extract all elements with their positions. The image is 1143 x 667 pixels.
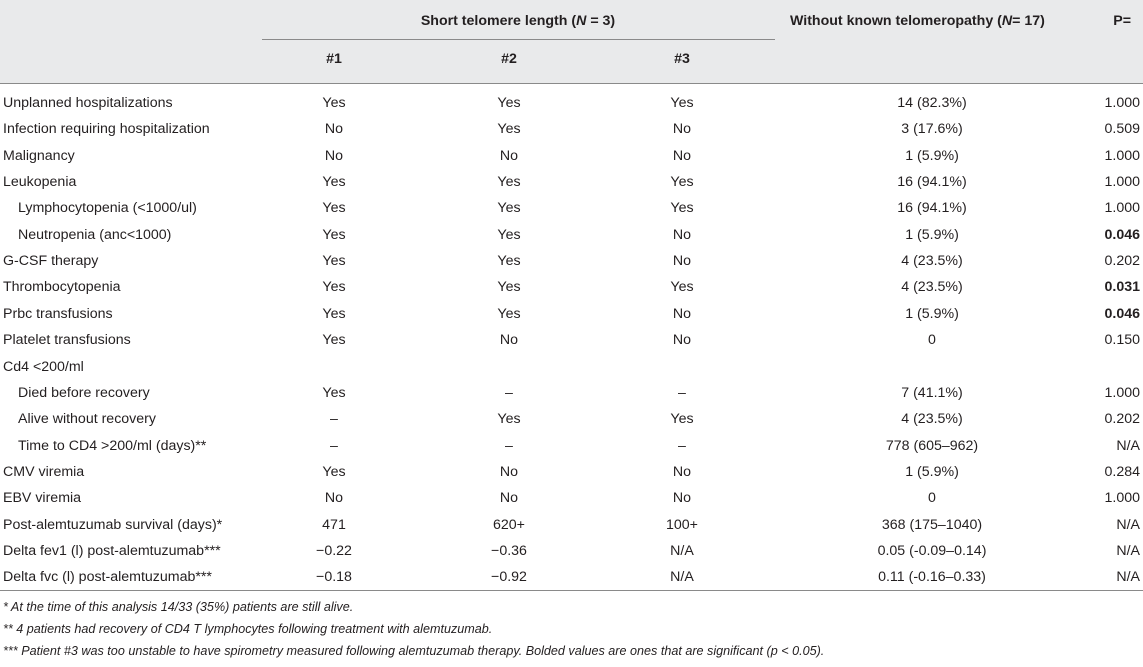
results-table: Short telomere length (N = 3) Without known telomeropathy (N= 17) P= #1 #2 #3 Unplanned hospitalizations Yes Yes Yes 14 (82.3%) 1.000 Infection requiring hospitalization No Yes No 3 (17.6%) 0.509 Malignancy No No No 1 (5.9%) 1.000 Leukopenia Yes Yes Yes 16 (94.1%) 1.000 Lymphocytopenia (<1000/ul) Yes Yes Yes 16 (94.1%) 1.000 Neutropenia (anc<1000) Yes Yes No 1 (5.9%) 0.046 G-CSF therapy Yes Yes No 4 (23.5%) 0.202 Thrombocytopenia Yes Yes Yes 4 (23.5%) 0.031 Prbc transfusions Yes Yes No 1 (5.9%) 0.046 Platelet transfusions Yes No No 0 0.150 Cd4 <200/ml Died before recovery Yes – – 7 (41.1%) 1.000 Alive without recovery – Yes Yes 4 (23.5%) 0.202 Time to CD4 >200/ml (days)** – – – 778 (605–962) N/A CMV viremia Yes No No 1 (5.9%) 0.284 EBV viremia No No No 0 1.000 Post-alemtuzumab survival (days)* 471 620+ 100+ 368 (175–1040) N/A Delta fev1 (l) post-alemtuzumab*** −0.22 −0.36 N/A 0.05 (-0.09–0.14) N/A Delta fvc (l) post-alemtuzumab*** −0.18 −0.92 N/A 0.11 (-0.16–0.33) N/A * At the time of this analysis 14/33 (35%) patients are still alive. ** 4 patients had recovery of CD4 T lymphocytes following treatment with alemtuzumab. *** Patient #3 was too unstable to have spirometry measured following alemtuzumab therapy. Bolded values are ones that are significant (p < 0.05). [0, 0, 1143, 667]
row-label: Unplanned hospitalizations [3, 95, 173, 111]
header-without-telomeropathy: Without known telomeropathy (N= 17) [790, 13, 1045, 29]
cell-p-value: 0.284 [1104, 464, 1140, 480]
footnote-2: ** 4 patients had recovery of CD4 T lymphocytes following treatment with alemtuzumab. [3, 622, 493, 636]
cell-p-value: N/A [1116, 438, 1140, 454]
row-label: Cd4 <200/ml [3, 359, 84, 375]
row-label: Thrombocytopenia [3, 279, 121, 295]
cell-p-value: 1.000 [1104, 148, 1140, 164]
header-group-divider [262, 39, 775, 40]
row-label: CMV viremia [3, 464, 85, 480]
cell-p-value: 0.031 [1104, 279, 1140, 295]
cell-p-value: 0.202 [1104, 411, 1140, 427]
cell-p-value: N/A [1116, 569, 1140, 585]
header-bottom-rule [0, 83, 1143, 84]
row-label: Leukopenia [3, 174, 77, 190]
cell-p-value: 1.000 [1104, 174, 1140, 190]
row-label: G-CSF therapy [3, 253, 99, 269]
row-label: Malignancy [3, 148, 75, 164]
row-label: Prbc transfusions [3, 306, 113, 322]
row-label: Neutropenia (anc<1000) [18, 227, 172, 243]
cell-p-value: 0.202 [1104, 253, 1140, 269]
row-label: Died before recovery [18, 385, 150, 401]
cell-p-value: N/A [1116, 543, 1140, 559]
cell-p-value: 0.046 [1104, 227, 1140, 243]
row-label: Delta fev1 (l) post-alemtuzumab*** [3, 543, 221, 559]
row-label: Delta fvc (l) post-alemtuzumab*** [3, 569, 212, 585]
row-label: EBV viremia [3, 490, 82, 506]
footnote-1: * At the time of this analysis 14/33 (35%) patients are still alive. [3, 600, 354, 614]
cell-p-value: N/A [1116, 517, 1140, 533]
row-label: Infection requiring hospitalization [3, 121, 210, 137]
header-p-value: P= [1113, 13, 1131, 29]
row-label: Lymphocytopenia (<1000/ul) [18, 200, 197, 216]
cell-p-value: 0.046 [1104, 306, 1140, 322]
cell-p-value: 0.509 [1104, 121, 1140, 137]
footnote-3: *** Patient #3 was too unstable to have spirometry measured following alemtuzumab therapy. Bolded values are ones that are significant (p < 0.05). [3, 644, 825, 658]
cell-p-value: 1.000 [1104, 95, 1140, 111]
row-label: Alive without recovery [18, 411, 156, 427]
cell-p-value: 1.000 [1104, 200, 1140, 216]
cell-p-value: 1.000 [1104, 490, 1140, 506]
row-label: Post-alemtuzumab survival (days)* [3, 517, 223, 533]
row-label: Platelet transfusions [3, 332, 131, 348]
row-label: Time to CD4 >200/ml (days)** [18, 438, 207, 454]
cell-p-value: 0.150 [1104, 332, 1140, 348]
header-short-telomere: Short telomere length (N = 3) [420, 13, 616, 29]
cell-p-value: 1.000 [1104, 385, 1140, 401]
table-bottom-rule [0, 590, 1143, 591]
